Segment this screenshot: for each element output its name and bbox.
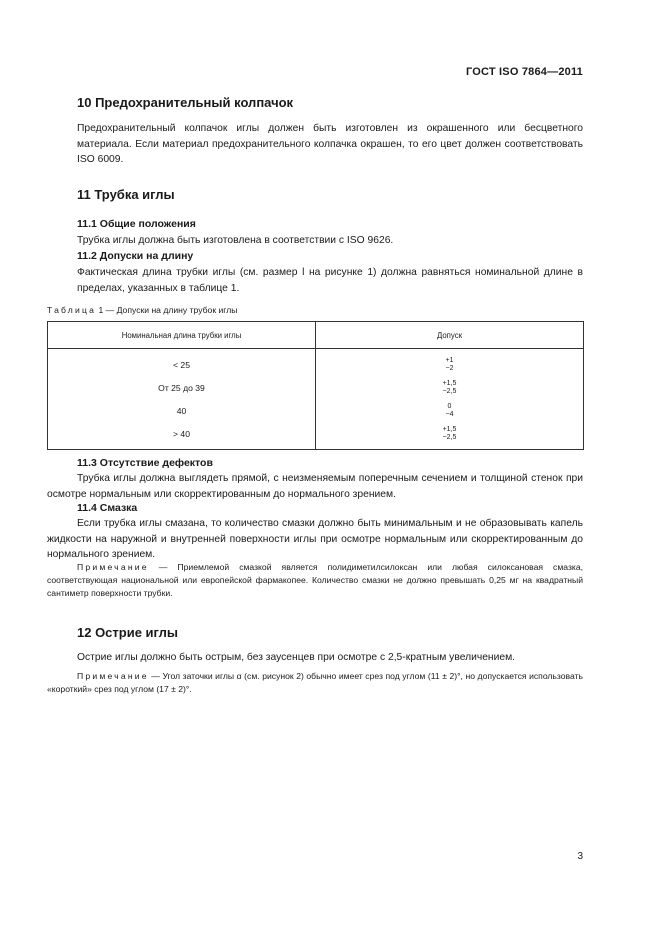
note-label: Примечание	[77, 562, 149, 572]
subsection-11-1-title: 11.1 Общие положения	[77, 218, 196, 230]
subsection-11-2-text: Фактическая длина трубки иглы (см. размер l на рисунке 1) должна равняться номинальной длине в пределах, указанных в таблице 1.	[77, 267, 583, 294]
tolerance-upper: 0	[447, 402, 452, 410]
note-text: — Угол заточки иглы α (см. рисунок 2) обычно имеет срез под углом (11 ± 2)°, но допускается использовать «короткий» срез под углом (17 ± 2)°.	[47, 671, 583, 694]
length-cell: > 40	[48, 422, 316, 450]
subsection-11-4-title: 11.4 Смазка	[77, 502, 138, 514]
section-10-title: 10 Предохранительный колпачок	[77, 95, 294, 110]
table-row	[48, 349, 584, 377]
tolerance-cell	[316, 422, 584, 450]
tolerance-upper: +1,5	[442, 379, 457, 387]
section-12-text: Острие иглы должно быть острым, без заусенцев при осмотре с 2,5-кратным увеличением.	[77, 652, 516, 663]
tolerance-cell	[316, 399, 584, 422]
table-caption-label: Таблица	[47, 305, 97, 315]
length-cell: < 25	[48, 349, 316, 377]
tolerance-cell	[316, 349, 584, 377]
table-row	[48, 376, 584, 399]
subsection-11-3-text: Трубка иглы должна выглядеть прямой, с неизменяемым поперечным сечением и толщиной стенок при осмотре нормальным или скорректированным до нормального зрением.	[47, 473, 583, 500]
table-row	[48, 399, 584, 422]
tolerance-lower: −2,5	[442, 387, 457, 395]
table-header-length: Номинальная длина трубки иглы	[48, 322, 316, 349]
tolerance-cell	[316, 376, 584, 399]
table-caption-rest: 1 — Допуски на длину трубок иглы	[96, 305, 238, 315]
tolerance-upper: +1,5	[442, 425, 457, 433]
subsection-11-2-title: 11.2 Допуски на длину	[77, 250, 194, 262]
tolerance-lower: −2	[445, 364, 454, 372]
section-10-text	[77, 121, 583, 168]
subsection-11-1-text: Трубка иглы должна быть изготовлена в соответствии с ISO 9626.	[77, 235, 394, 246]
length-cell: 40	[48, 399, 316, 422]
tolerance-upper: +1	[445, 356, 454, 364]
note-label: Примечание	[77, 671, 149, 681]
section-10-paragraph: Предохранительный колпачок иглы должен быть изготовлен из окрашенного или бесцветного материала. Если материал предохранительного колпачка окрашен, то его цвет должен соответствовать ISO 6009.	[77, 123, 583, 165]
subsection-11-3-title: 11.3 Отсутствие дефектов	[77, 457, 213, 469]
note-text: — Приемлемой смазкой является полидиметилсилоксан или любая силоксановая смазка, соответствующая национальной или европейской фармакопее. Количество смазки не должно превышать 0,25 мг на квадратный сантиметр поверхности трубки.	[47, 562, 583, 598]
document-header: ГОСТ ISO 7864—2011	[465, 66, 583, 78]
note-bevel-angle	[47, 670, 583, 696]
table-caption	[47, 305, 237, 315]
table-header-tolerance: Допуск	[316, 322, 584, 349]
tolerance-lower: −2,5	[442, 433, 457, 441]
tolerance-table	[47, 321, 584, 450]
length-cell: От 25 до 39	[48, 376, 316, 399]
note-lubrication	[47, 561, 583, 600]
table-row	[48, 422, 584, 450]
subsection-11-4-text: Если трубка иглы смазана, то количество смазки должно быть минимальным и не образовывать капель жидкости на наружной и внутренней поверхности иглы при осмотре нормальным или скорректированным до нормального зрением.	[47, 518, 583, 560]
section-12-title: 12 Острие иглы	[77, 625, 178, 640]
section-11-title: 11 Трубка иглы	[77, 187, 175, 202]
page-number: 3	[577, 851, 583, 862]
tolerance-lower: −4	[445, 410, 454, 418]
